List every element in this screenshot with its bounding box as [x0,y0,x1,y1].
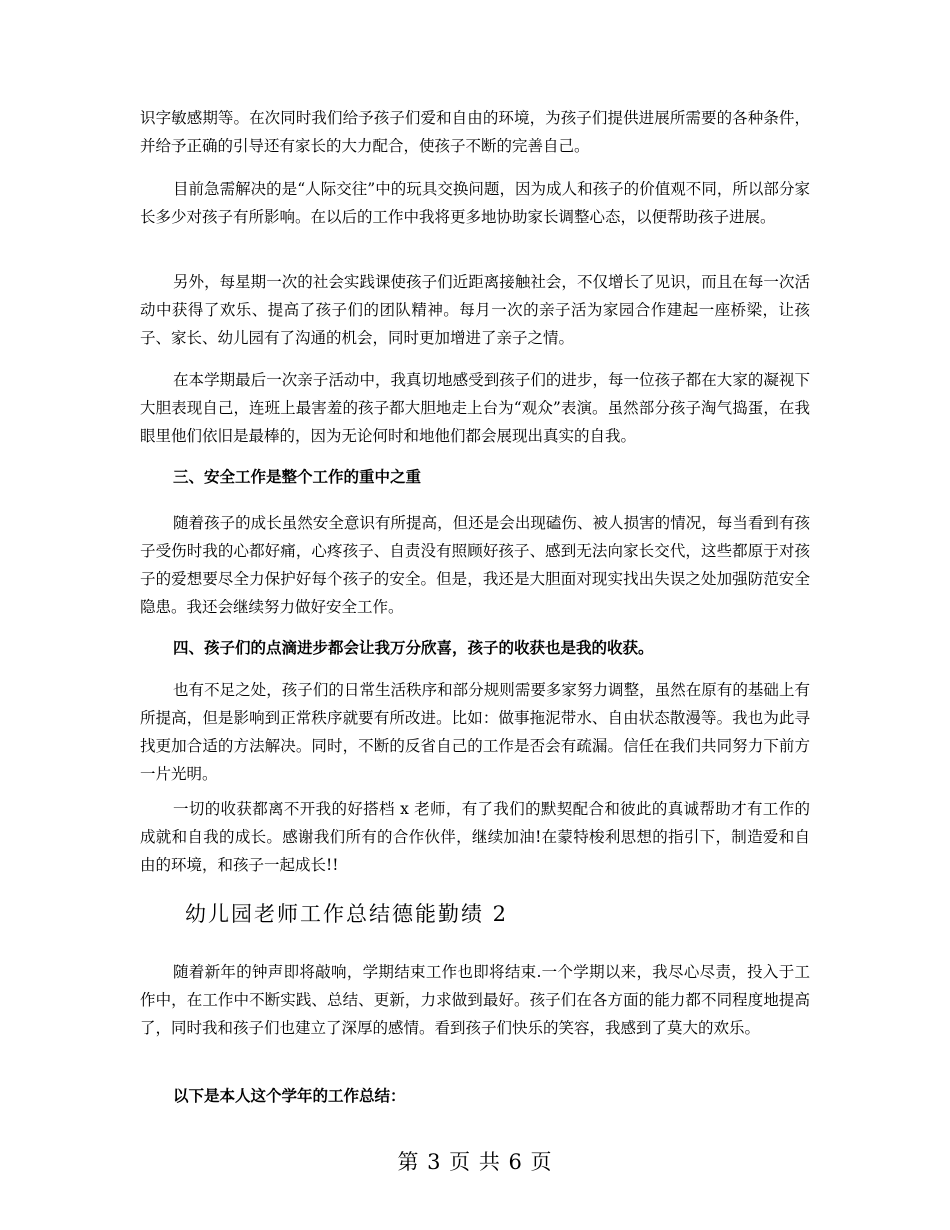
paragraph-2: 目前急需解决的是“人际交往”中的玩具交换问题，因为成人和孩子的价值观不同，所以部分家长多少对孩子有所影响。在以后的工作中我将更多地协助家长调整心态，以便帮助孩子进展。 [140,180,810,226]
document-title: 幼儿园老师工作总结德能勤绩 2 [185,902,509,926]
paragraph-8: 随着新年的钟声即将敲响，学期结束工作也即将结束.一个学期以来，我尽心尽责，投入于工作中，在工作中不断实践、总结、更新，力求做到最好。孩子们在各方面的能力都不同程度地提高了，同时我和孩子们也建立了深厚的感情。看到孩子们快乐的笑容，我感到了莫大的欢乐。 [140,963,810,1037]
paragraph-4: 在本学期最后一次亲子活动中，我真切地感受到孩子们的进步，每一位孩子都在大家的凝视下大胆表现自己，连班上最害羞的孩子都大胆地走上台为“观众”表演。虽然部分孩子淘气捣蛋，在我眼里他们依旧是最棒的，因为无论何时和地他们都会展现出真实的自我。 [140,371,810,445]
section-heading-3: 三、安全工作是整个工作的重中之重 [173,467,422,486]
summary-heading: 以下是本人这个学年的工作总结： [173,1086,406,1105]
paragraph-6: 也有不足之处，孩子们的日常生活秩序和部分规则需要多家努力调整，虽然在原有的基础上有所提高，但是影响到正常秩序就要有所改进。比如：做事拖泥带水、自由状态散漫等。我也为此寻找更加合适的方法解决。同时，不断的反省自己的工作是否会有疏漏。信任在我们共同努力下前方一片光明。 [140,681,810,783]
paragraph-7: 一切的收获都离不开我的好搭档 x 老师，有了我们的默契配合和彼此的真诚帮助才有工作的成就和自我的成长。感谢我们所有的合作伙伴，继续加油!在蒙特梭利思想的指引下，制造爱和自由的环境，和孩子一起成长!! [140,800,810,874]
paragraph-3: 另外，每星期一次的社会实践课使孩子们近距离接触社会，不仅增长了见识，而且在每一次活动中获得了欢乐、提高了孩子们的团队精神。每月一次的亲子活为家园合作建起一座桥梁，让孩子、家长、幼儿园有了沟通的机会，同时更加增进了亲子之情。 [140,273,810,347]
paragraph-5: 随着孩子的成长虽然安全意识有所提高，但还是会出现磕伤、被人损害的情况，每当看到有孩子受伤时我的心都好痛，心疼孩子、自责没有照顾好孩子、感到无法向家长交代，这些都原于对孩子的爱想要尽全力保护好每个孩子的安全。但是，我还是大胆面对现实找出失误之处加强防范安全隐患。我还会继续努力做好安全工作。 [140,514,810,616]
paragraph-1: 识字敏感期等。在次同时我们给予孩子们爱和自由的环境，为孩子们提供进展所需要的各种条件，并给予正确的引导还有家长的大力配合，使孩子不断的完善自己。 [140,109,810,155]
page-footer: 第 3 页 共 6 页 [397,1150,553,1174]
section-heading-4: 四、孩子们的点滴进步都会让我万分欣喜，孩子的收获也是我的收获。 [173,638,654,657]
